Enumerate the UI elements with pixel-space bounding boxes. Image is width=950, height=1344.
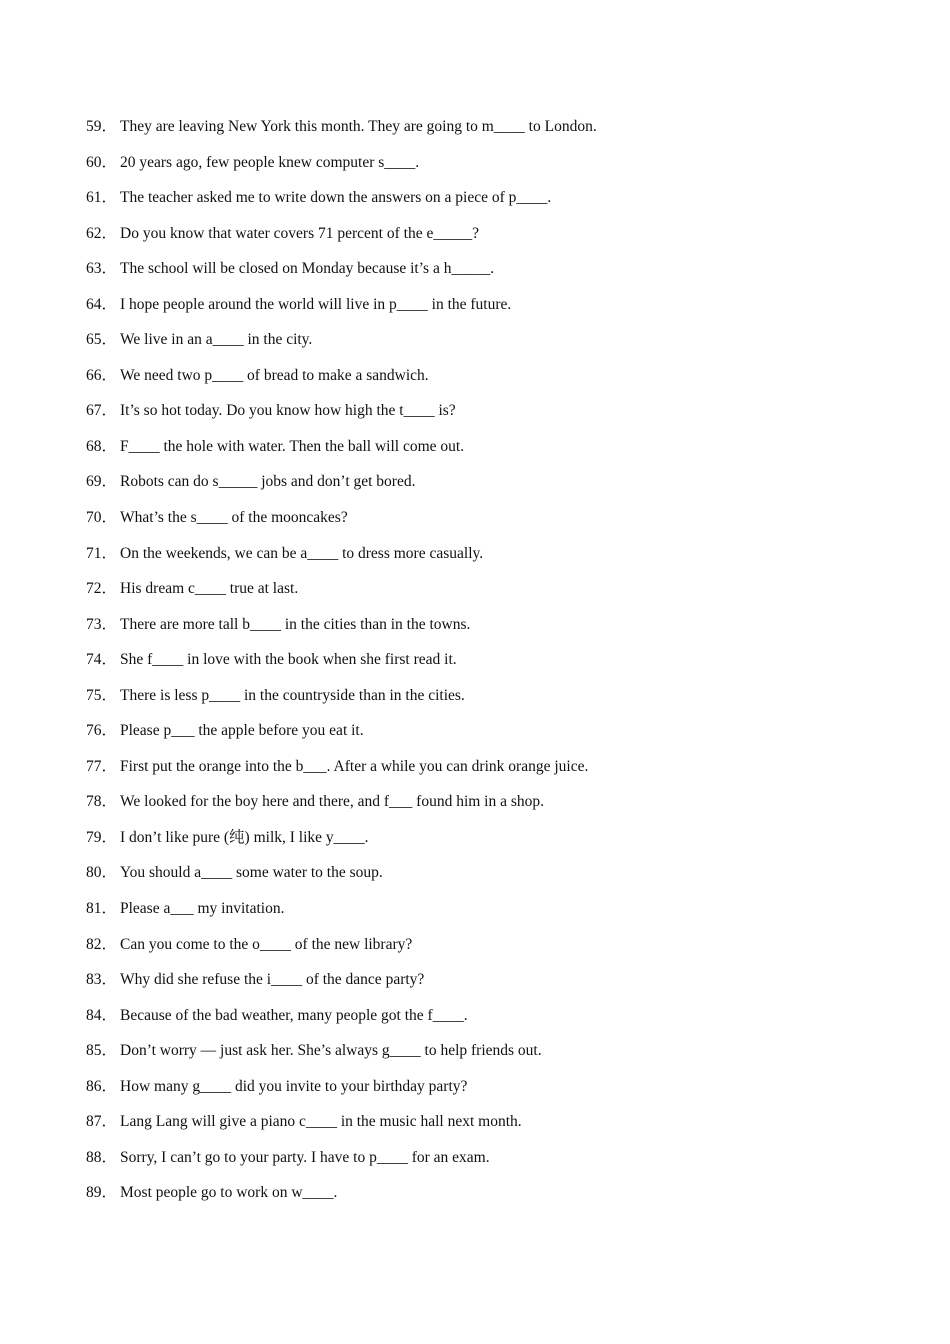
question-item bbox=[86, 541, 866, 577]
question-number: 74． bbox=[86, 651, 118, 669]
question-item bbox=[86, 1109, 866, 1145]
question-item bbox=[86, 754, 866, 790]
question-number: 75． bbox=[86, 686, 118, 704]
question-number: 85． bbox=[86, 1042, 118, 1060]
question-text: First put the orange into the b___. After a while you can drink orange juice. bbox=[120, 757, 589, 775]
question-number: 59． bbox=[86, 118, 118, 135]
question-text: She f____ in love with the book when she first read it. bbox=[120, 651, 457, 669]
question-item bbox=[86, 150, 866, 186]
question-text: F____ the hole with water. Then the ball will come out. bbox=[120, 437, 465, 455]
question-item bbox=[86, 114, 866, 150]
question-number: 76． bbox=[86, 722, 118, 740]
question-item bbox=[86, 789, 866, 825]
question-text: You should a____ some water to the soup. bbox=[120, 864, 383, 882]
question-number: 86． bbox=[86, 1077, 118, 1095]
question-item bbox=[86, 292, 866, 328]
question-text: I hope people around the world will live in p____ in the future. bbox=[120, 295, 512, 313]
question-number: 70． bbox=[86, 509, 118, 527]
question-item bbox=[86, 1145, 866, 1181]
question-item bbox=[86, 256, 866, 292]
question-item bbox=[86, 363, 866, 399]
question-number: 65． bbox=[86, 331, 118, 349]
question-item bbox=[86, 398, 866, 434]
question-number: 71． bbox=[86, 544, 118, 562]
question-item bbox=[86, 221, 866, 257]
question-item bbox=[86, 718, 866, 754]
question-text: Do you know that water covers 71 percent of the e_____? bbox=[120, 224, 479, 242]
question-item bbox=[86, 505, 866, 541]
question-item bbox=[86, 576, 866, 612]
question-number: 63． bbox=[86, 260, 118, 278]
question-number: 73． bbox=[86, 615, 118, 633]
question-item bbox=[86, 825, 866, 861]
question-text: How many g____ did you invite to your birthday party? bbox=[120, 1077, 468, 1095]
question-number: 68． bbox=[86, 437, 118, 455]
question-text: Please a___ my invitation. bbox=[120, 900, 285, 918]
question-text: Sorry, I can’t go to your party. I have to p____ for an exam. bbox=[120, 1148, 490, 1166]
question-number: 78． bbox=[86, 793, 118, 811]
question-number: 82． bbox=[86, 935, 118, 953]
question-number: 79． bbox=[86, 828, 118, 846]
question-text: Don’t worry — just ask her. She’s always g____ to help friends out. bbox=[120, 1042, 542, 1060]
question-number: 88． bbox=[86, 1148, 118, 1166]
question-text: The school will be closed on Monday because it’s a h_____. bbox=[120, 260, 495, 278]
question-item bbox=[86, 1074, 866, 1110]
question-item bbox=[86, 469, 866, 505]
question-number: 66． bbox=[86, 366, 118, 384]
question-item bbox=[86, 932, 866, 968]
question-text: Most people go to work on w____. bbox=[120, 1184, 338, 1202]
question-text: They are leaving New York this month. They are going to m____ to London. bbox=[120, 118, 597, 135]
question-number: 83． bbox=[86, 971, 118, 989]
question-number: 89． bbox=[86, 1184, 118, 1202]
question-text: His dream c____ true at last. bbox=[120, 580, 299, 598]
question-item bbox=[86, 1038, 866, 1074]
question-text: We need two p____ of bread to make a sandwich. bbox=[120, 366, 429, 384]
question-text: The teacher asked me to write down the answers on a piece of p____. bbox=[120, 189, 552, 207]
question-item bbox=[86, 185, 866, 221]
question-item bbox=[86, 860, 866, 896]
question-item bbox=[86, 434, 866, 470]
question-item bbox=[86, 612, 866, 648]
question-text: Because of the bad weather, many people got the f____. bbox=[120, 1006, 468, 1024]
question-number: 80． bbox=[86, 864, 118, 882]
question-text: We live in an a____ in the city. bbox=[120, 331, 313, 349]
question-text: I don’t like pure (纯) milk, I like y____. bbox=[120, 828, 369, 846]
question-item bbox=[86, 1180, 866, 1216]
question-text: Lang Lang will give a piano c____ in the music hall next month. bbox=[120, 1113, 522, 1131]
question-list bbox=[86, 114, 866, 1216]
question-item bbox=[86, 896, 866, 932]
question-number: 77． bbox=[86, 757, 118, 775]
question-item bbox=[86, 683, 866, 719]
question-item bbox=[86, 327, 866, 363]
question-number: 61． bbox=[86, 189, 118, 207]
question-text: What’s the s____ of the mooncakes? bbox=[120, 509, 348, 527]
question-number: 67． bbox=[86, 402, 118, 420]
question-number: 62． bbox=[86, 224, 118, 242]
question-number: 84． bbox=[86, 1006, 118, 1024]
question-number: 64． bbox=[86, 295, 118, 313]
question-text: On the weekends, we can be a____ to dress more casually. bbox=[120, 544, 484, 562]
question-number: 87． bbox=[86, 1113, 118, 1131]
question-text: 20 years ago, few people knew computer s____. bbox=[120, 153, 420, 171]
question-number: 81． bbox=[86, 900, 118, 918]
question-text: We looked for the boy here and there, and f___ found him in a shop. bbox=[120, 793, 545, 811]
question-text: Please p___ the apple before you eat it. bbox=[120, 722, 364, 740]
question-number: 72． bbox=[86, 580, 118, 598]
question-text: Robots can do s_____ jobs and don’t get bored. bbox=[120, 473, 416, 491]
question-number: 60． bbox=[86, 153, 118, 171]
question-text: Why did she refuse the i____ of the dance party? bbox=[120, 971, 425, 989]
question-text: There is less p____ in the countryside than in the cities. bbox=[120, 686, 465, 704]
question-number: 69． bbox=[86, 473, 118, 491]
question-item bbox=[86, 1003, 866, 1039]
question-item bbox=[86, 647, 866, 683]
question-text: There are more tall b____ in the cities than in the towns. bbox=[120, 615, 471, 633]
question-text: Can you come to the o____ of the new library? bbox=[120, 935, 413, 953]
question-text: It’s so hot today. Do you know how high the t____ is? bbox=[120, 402, 456, 420]
question-item bbox=[86, 967, 866, 1003]
